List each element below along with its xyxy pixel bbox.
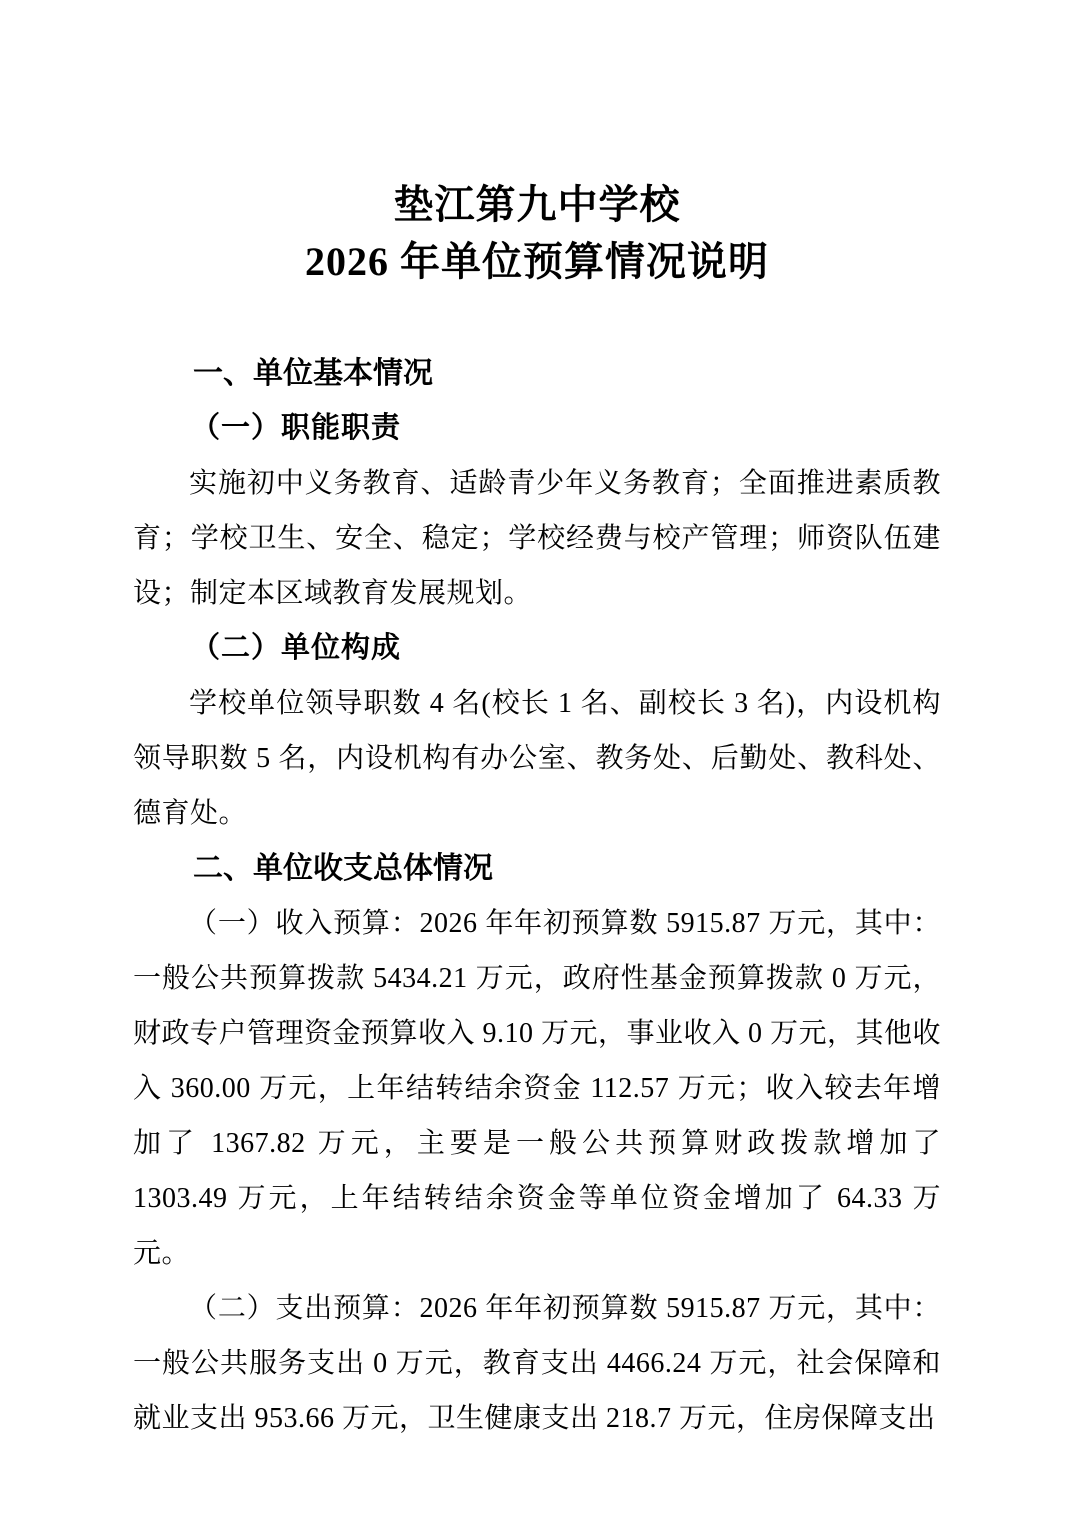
document-body: [133, 346, 941, 1446]
heading-basic-info: 一、单位基本情况: [193, 357, 433, 390]
document-title: [133, 176, 941, 290]
subheading-composition: （二）单位构成: [191, 632, 402, 664]
title-line-school-name: 垫江第九中学校: [393, 182, 681, 227]
paragraph-duties: 实施初中义务教育、适龄青少年义务教育；全面推进素质教育；学校卫生、安全、稳定；学校经费与校产管理；师资队伍建设；制定本区域教育发展规划。: [133, 468, 941, 609]
title-line-report-name: 2026 年单位预算情况说明: [305, 239, 769, 284]
subheading-duties: （一）职能职责: [191, 412, 402, 444]
paragraph-composition: 学校单位领导职数 4 名(校长 1 名、副校长 3 名)，内设机构领导职数 5 名，内设机构有办公室、教务处、后勤处、教科处、德育处。: [133, 688, 941, 829]
paragraph-income-budget: （一）收入预算：2026 年年初预算数 5915.87 万元，其中：一般公共预算拨款 5434.21 万元，政府性基金预算拨款 0 万元，财政专户管理资金预算收入 9.10 万元，事业收入 0 万元，其他收入 360.00 万元，上年结转结余资金 112.57 万元；收入较去年增加了 1367.82 万元，主要是一般公共预算财政拨款增加了 1303.49 万元，上年结转结余资金等单位资金增加了 64.33 万元。: [133, 908, 942, 1269]
heading-budget-overview: 二、单位收支总体情况: [193, 852, 493, 885]
paragraph-expenditure-budget: （二）支出预算：2026 年年初预算数 5915.87 万元，其中：一般公共服务支出 0 万元，教育支出 4466.24 万元，社会保障和就业支出 953.66 万元，卫生健康支出 218.7 万元，住房保障支出: [133, 1293, 941, 1434]
